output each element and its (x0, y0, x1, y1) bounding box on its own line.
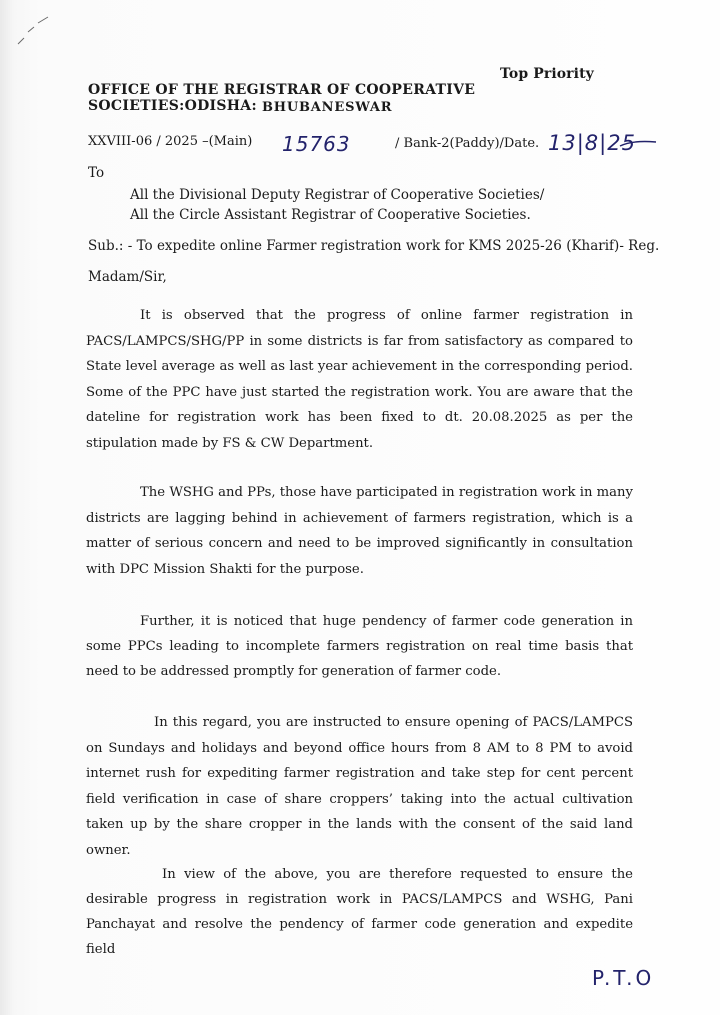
office-title: OFFICE OF THE REGISTRAR OF COOPERATIVE SOCIETIES:ODISHA: (88, 82, 476, 114)
salutation: Madam/Sir, (88, 269, 167, 285)
reference-prefix: XXVIII-06 / 2025 –(Main) (88, 134, 253, 149)
scan-mark-icon (14, 14, 54, 50)
body-paragraph: In this regard, you are instructed to ensure opening of PACS/LAMPCS on Sundays and holidays and beyond office hours from 8 AM to 8 PM to avoid internet rush for expediting farmer registration and take step for cent percent field verification in case of share croppers’ taking into the actual cultivation taken up by the share cropper in the lands with the consent of the said land owner. (86, 715, 633, 858)
subject-line: Sub.: - To expedite online Farmer registration work for KMS 2025-26 (Kharif)- Reg. (88, 238, 660, 254)
handwritten-date: 13|8|25 (548, 131, 636, 155)
addressee-line: All the Circle Assistant Registrar of Cooperative Societies. (130, 207, 531, 223)
priority-label: Top Priority (500, 66, 594, 82)
date-underline-stroke (618, 138, 658, 150)
addressee-line: All the Divisional Deputy Registrar of Cooperative Societies/ (130, 187, 545, 203)
reference-suffix: / Bank-2(Paddy)/Date. (395, 136, 540, 151)
handwritten-pto: P.T.O (592, 966, 655, 990)
body-paragraph: It is observed that the progress of online farmer registration in PACS/LAMPCS/SHG/PP in some districts is far from satisfactory as compared to State level average as well as last year achievement in the corresponding period. Some of the PPC have just started the registration work. You are aware that the dateline for registration work has been fixed to dt. 20.08.2025 as per the stipulation made by FS & CW Department. (86, 308, 633, 451)
body-paragraph: Further, it is noticed that huge pendency of farmer code generation in some PPCs leading to incomplete farmers registration on real time basis that need to be addressed promptly for generation of farmer code. (86, 614, 633, 679)
body-paragraph: In view of the above, you are therefore requested to ensure the desirable progress in registration work in PACS/LAMPCS and WSHG, Pani Panchayat and resolve the pendency of farmer code generation and expedite field (86, 867, 633, 957)
office-city: BHUBANESWAR (262, 100, 393, 115)
addressee-block (130, 185, 670, 225)
body-paragraph: The WSHG and PPs, those have participated in registration work in many districts are lagging behind in achievement of farmers registration, which is a matter of serious concern and need to be improved significantly in consultation with DPC Mission Shakti for the purpose. (86, 485, 633, 577)
handwritten-letter-number: 15763 (282, 132, 351, 156)
to-label: To (88, 165, 105, 181)
